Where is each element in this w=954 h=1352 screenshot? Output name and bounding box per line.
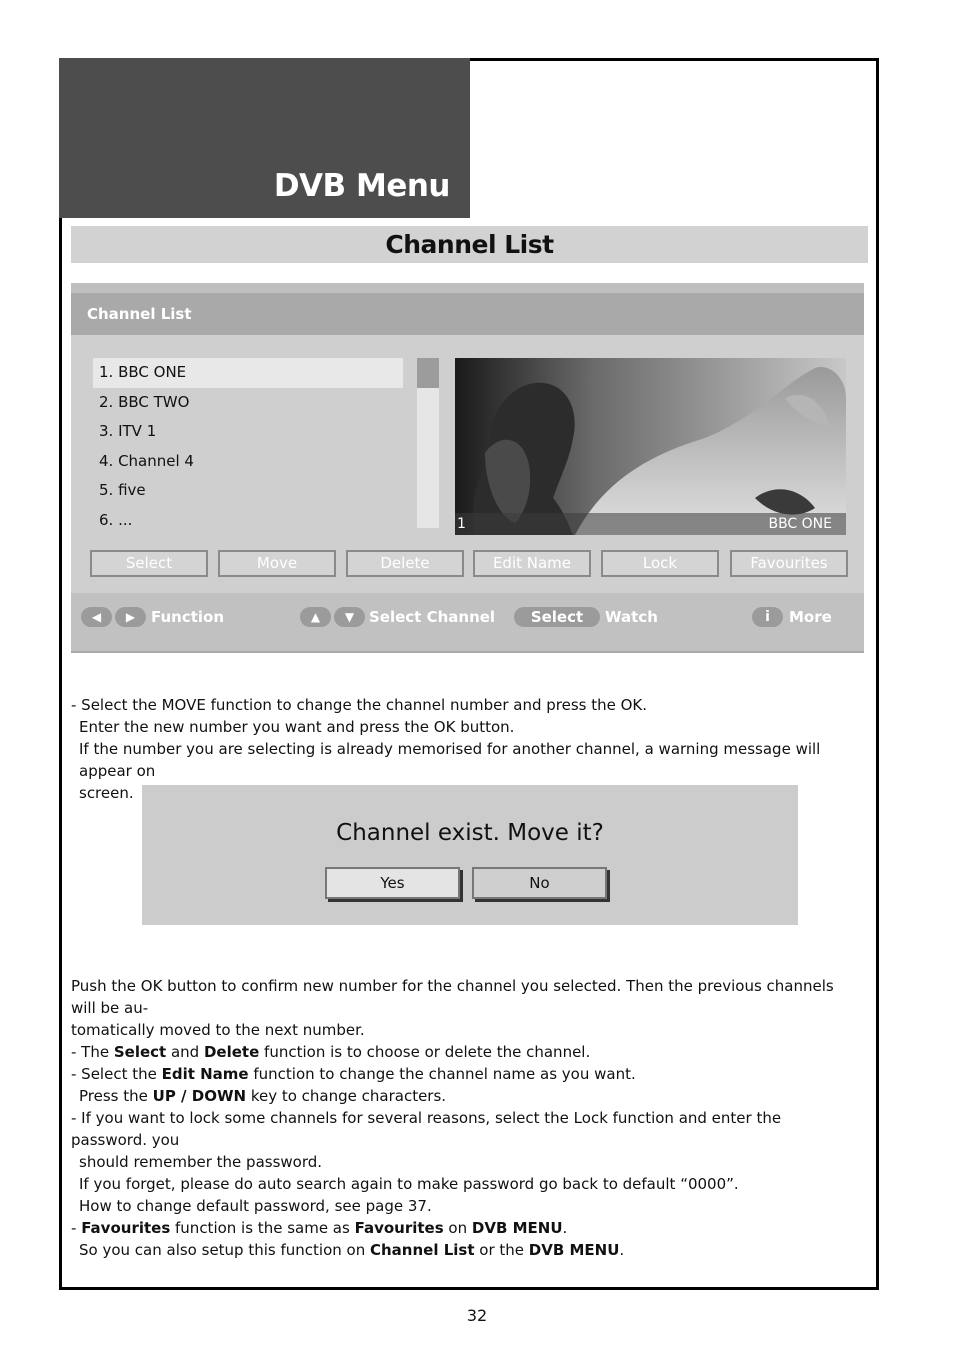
page-title: DVB Menu xyxy=(273,168,450,204)
preview-channel-name: BBC ONE xyxy=(768,516,832,532)
channel-item[interactable]: 3. ITV 1 xyxy=(99,422,157,441)
note-lock: - If you want to lock some channels for several reasons, select the Lock function and enter the password. you xyxy=(71,1109,782,1149)
text-line: screen. xyxy=(79,784,134,802)
page-number: 32 xyxy=(466,1306,488,1325)
select-channel-key-label: Select Channel xyxy=(369,608,496,626)
channel-item[interactable]: 1. BBC ONE xyxy=(93,358,403,388)
edit-name-button[interactable]: Edit Name xyxy=(473,550,591,577)
note-select-delete: - The Select and Delete function is to choose or delete the channel. xyxy=(71,1043,591,1061)
preview-info-bar xyxy=(455,513,846,535)
down-arrow-icon: ▼ xyxy=(334,607,365,627)
channel-preview xyxy=(455,358,846,535)
right-arrow-icon: ▶ xyxy=(115,607,146,627)
channel-list-screen xyxy=(71,283,864,653)
note-favourites: So you can also setup this function on Channel List or the DVB MENU. xyxy=(79,1241,625,1259)
text-line: If the number you are selecting is already memorised for another channel, a warning message will appear on xyxy=(79,740,821,780)
channel-list xyxy=(93,358,403,536)
channel-list-scrollbar[interactable] xyxy=(417,358,439,528)
scrollbar-thumb[interactable] xyxy=(417,358,439,388)
delete-button[interactable]: Delete xyxy=(346,550,464,577)
select-key-icon: Select xyxy=(514,607,600,627)
up-arrow-icon: ▲ xyxy=(300,607,331,627)
note-up-down: Press the UP / DOWN key to change characters. xyxy=(79,1087,447,1105)
note-edit-name: - Select the Edit Name function to change the channel name as you want. xyxy=(71,1065,636,1083)
dialog-title: Channel exist. Move it? xyxy=(336,820,604,846)
channel-exist-dialog xyxy=(142,785,798,925)
select-button[interactable]: Select xyxy=(90,550,208,577)
section-title: Channel List xyxy=(385,230,554,259)
info-icon: i xyxy=(752,607,783,627)
header-block xyxy=(59,58,470,218)
note-lock: If you forget, please do auto search again to make password go back to default “0000”. xyxy=(79,1175,739,1193)
preview-channel-number: 1 xyxy=(457,516,466,532)
watch-key-label: Watch xyxy=(605,608,658,626)
note-lock: How to change default password, see page 37. xyxy=(79,1197,432,1215)
text-line: Push the OK button to confirm new number for the channel you selected. Then the previous channels will be au- xyxy=(71,977,834,1017)
channel-item[interactable]: 2. BBC TWO xyxy=(99,392,190,411)
panel-title: Channel List xyxy=(87,305,192,323)
channel-item[interactable]: 6. ... xyxy=(99,510,133,529)
no-button[interactable]: No xyxy=(472,867,607,899)
favourites-button[interactable]: Favourites xyxy=(730,550,848,577)
confirm-paragraph xyxy=(71,975,861,1041)
text-line: Enter the new number you want and press the OK button. xyxy=(79,718,515,736)
left-arrow-icon: ◀ xyxy=(81,607,112,627)
channel-item[interactable]: 4. Channel 4 xyxy=(99,451,194,470)
section-bar xyxy=(71,226,868,263)
panel-header xyxy=(71,293,864,335)
move-button[interactable]: Move xyxy=(218,550,336,577)
note-favourites: - Favourites function is the same as Favourites on DVB MENU. xyxy=(71,1219,568,1237)
text-line: - Select the MOVE function to change the channel number and press the OK. xyxy=(71,696,648,714)
panel-top-strip xyxy=(71,283,864,293)
note-lock: should remember the password. xyxy=(79,1153,323,1171)
yes-button[interactable]: Yes xyxy=(325,867,460,899)
more-key-label: More xyxy=(789,608,832,626)
preview-image xyxy=(455,358,846,535)
lock-button[interactable]: Lock xyxy=(601,550,719,577)
function-key-label: Function xyxy=(151,608,225,626)
function-notes xyxy=(71,1041,861,1261)
channel-item[interactable]: 5. five xyxy=(99,481,146,500)
text-line: tomatically moved to the next number. xyxy=(71,1021,365,1039)
